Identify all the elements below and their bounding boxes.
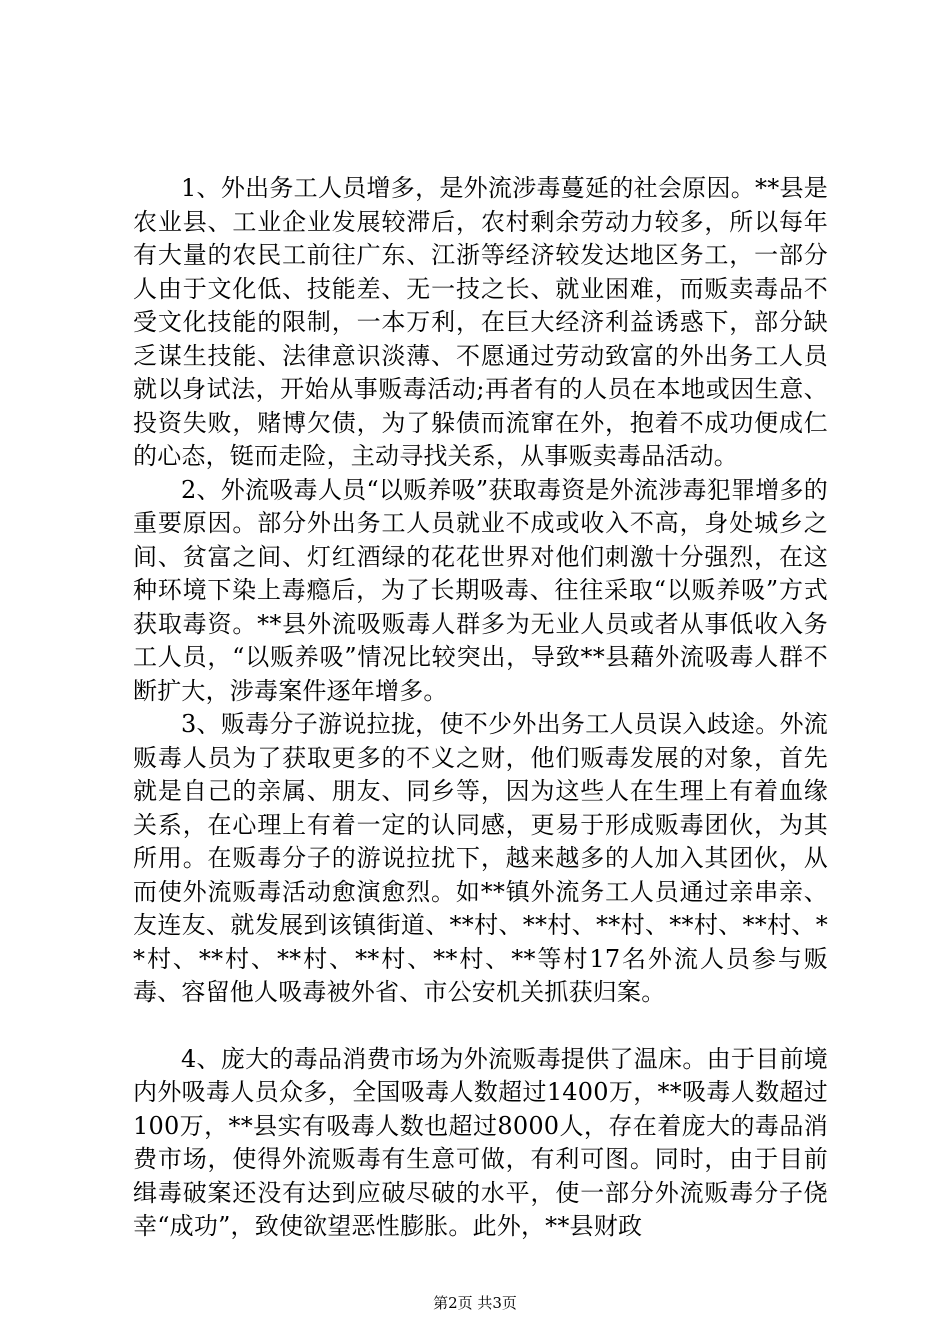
paragraph-4: 4、庞大的毒品消费市场为外流贩毒提供了温床。由于目前境内外吸毒人员众多，全国吸毒人数超过1400万，**吸毒人数超过100万，**县实有吸毒人数也超过8000人，存在着庞大的毒品消费市场，使得外流贩毒有生意可做，有利可图。同时，由于目前缉毒破案还没有达到应破尽破的水平，使一部分外流贩毒分子侥幸“成功”，致使欲望恶性膨胀。此外，**县财政 [133, 1044, 828, 1240]
page-number-footer: 第2页 共3页 [433, 1294, 517, 1312]
document-body [133, 172, 828, 1244]
paragraph-1: 1、外出务工人员增多，是外流涉毒蔓延的社会原因。**县是农业县、工业企业发展较滞后，农村剩余劳动力较多，所以每年有大量的农民工前往广东、江浙等经济较发达地区务工，一部分人由于文化低、技能差、无一技之长、就业困难，而贩卖毒品不受文化技能的限制，一本万利，在巨大经济利益诱惑下，部分缺乏谋生技能、法律意识淡薄、不愿通过劳动致富的外出务工人员就以身试法，开始从事贩毒活动;再者有的人员在本地或因生意、投资失败，赌博欠债，为了躲债而流窜在外，抱着不成功便成仁的心态，铤而走险，主动寻找关系，从事贩卖毒品活动。 [133, 174, 828, 470]
paragraph-3: 3、贩毒分子游说拉拢，使不少外出务工人员误入歧途。外流贩毒人员为了获取更多的不义之财，他们贩毒发展的对象，首先就是自己的亲属、朋友、同乡等，因为这些人在生理上有着血缘关系，在心理上有着一定的认同感，更易于形成贩毒团伙，为其所用。在贩毒分子的游说拉扰下，越来越多的人加入其团伙，从而使外流贩毒活动愈演愈烈。如**镇外流务工人员通过亲串亲、友连友、就发展到该镇街道、**村、**村、**村、**村、**村、**村、**村、**村、**村、**村、**等村17名外流人员参与贩毒、容留他人吸毒被外省、市公安机关抓获归案。 [133, 710, 828, 1006]
paragraph-2: 2、外流吸毒人员“以贩养吸”获取毒资是外流涉毒犯罪增多的重要原因。部分外出务工人员就业不成或收入不高，身处城乡之间、贫富之间、灯红酒绿的花花世界对他们刺激十分强烈，在这种环境下染上毒瘾后，为了长期吸毒、往往采取“以贩养吸”方式获取毒资。**县外流吸贩毒人群多为无业人员或者从事低收入务工人员，“以贩养吸”情况比较突出，导致**县藉外流吸毒人群不断扩大，涉毒案件逐年增多。 [133, 475, 828, 705]
